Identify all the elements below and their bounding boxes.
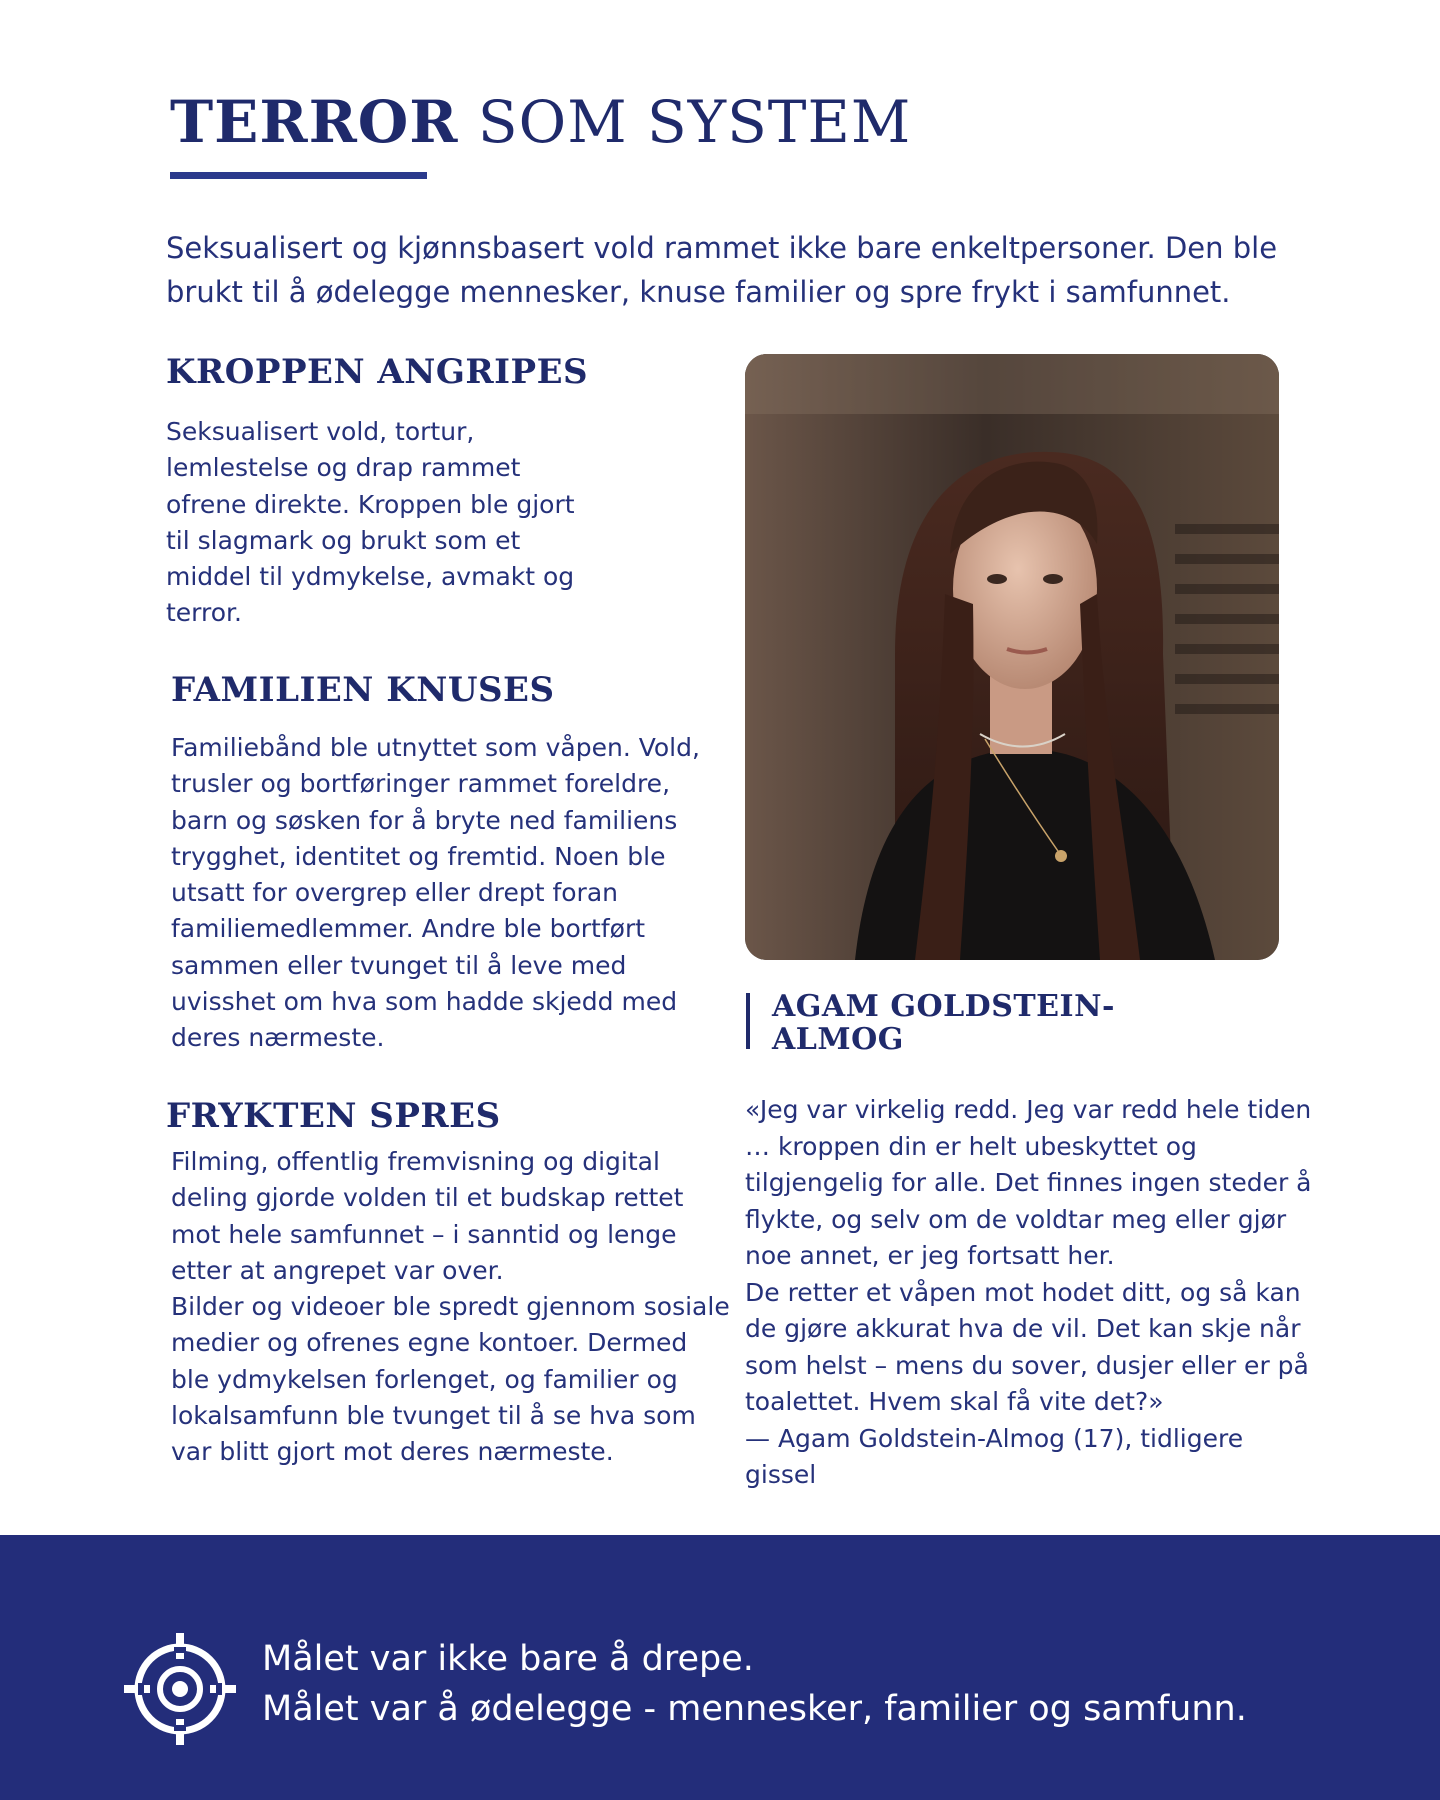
footer-message: [262, 1634, 1382, 1734]
testimony-quote: [745, 1092, 1315, 1494]
section-heading-kroppen: KROPPEN ANGRIPES: [166, 352, 589, 392]
portrait-photo: [745, 354, 1279, 960]
intro-paragraph: Seksualisert og kjønnsbasert vold rammet ikke bare enkeltpersoner. Den ble brukt til å ødelegge mennesker, knuse familier og spre frykt i samfunnet.: [166, 231, 1278, 309]
footer-banner: [0, 1535, 1440, 1800]
footer-line-2: Målet var å ødelegge - mennesker, familier og samfunn.: [262, 1689, 1247, 1729]
quote-paragraph-2: De retter et våpen mot hodet ditt, og så kan de gjøre akkurat hva de vil. Det kan skje når som helst – mens du sover, dusjer eller er på toalettet. Hvem skal få vite det?»: [745, 1277, 1309, 1416]
quote-attribution: — Agam Goldstein-Almog (17), tidligere gissel: [745, 1423, 1244, 1489]
section-text-familien: Familiebånd ble utnyttet som våpen. Vold, trusler og bortføringer rammet foreldre, barn og søsken for å bryte ned familiens trygghet, identitet og fremtid. Noen ble utsatt for overgrep eller drept foran familiemedlemmer. Andre ble bortført sammen eller tvunget til å leve med uvisshet om hva som hadde skjedd med deres nærmeste.: [171, 733, 700, 1053]
page-title-rest: SOM SYSTEM: [458, 88, 912, 156]
portrait-illustration: [745, 354, 1279, 960]
title-underline: [170, 172, 427, 179]
section-text-kroppen: Seksualisert vold, tortur, lemlestelse og drap rammet ofrene direkte. Kroppen ble gjort til slagmark og brukt som et middel til ydmykelse, avmakt og terror.: [166, 417, 575, 628]
page-title-strong: TERROR: [170, 88, 459, 156]
section-heading-frykten: FRYKTEN SPRES: [166, 1096, 501, 1136]
section-text-frykten-p1: Filming, offentlig fremvisning og digital deling gjorde volden til et budskap rettet mot hele samfunnet – i sanntid og lenge etter at angrepet var over.: [171, 1147, 684, 1285]
target-icon: [124, 1633, 236, 1745]
section-heading-familien: FAMILIEN KNUSES: [171, 670, 555, 710]
quote-paragraph-1: «Jeg var virkelig redd. Jeg var redd hele tiden … kroppen din er helt ubeskyttet og tilgjengelig for alle. Det finnes ingen steder å flykte, og selv om de voldtar meg eller gjør noe annet, er jeg fortsatt her.: [745, 1095, 1312, 1270]
name-accent-bar: [746, 993, 750, 1049]
footer-line-1: Målet var ikke bare å drepe.: [262, 1639, 754, 1679]
section-text-frykten-p2: Bilder og videoer ble spredt gjennom sosiale medier og ofrenes egne kontoer. Dermed ble ydmykelsen forlenget, og familier og lokalsamfunn ble tvunget til å se hva som var blitt gjort mot deres nærmeste.: [171, 1292, 730, 1467]
page-title: [170, 88, 911, 156]
testimony-name: AGAM GOLDSTEIN-ALMOG: [772, 989, 1115, 1057]
section-text-frykten: [171, 1144, 731, 1471]
